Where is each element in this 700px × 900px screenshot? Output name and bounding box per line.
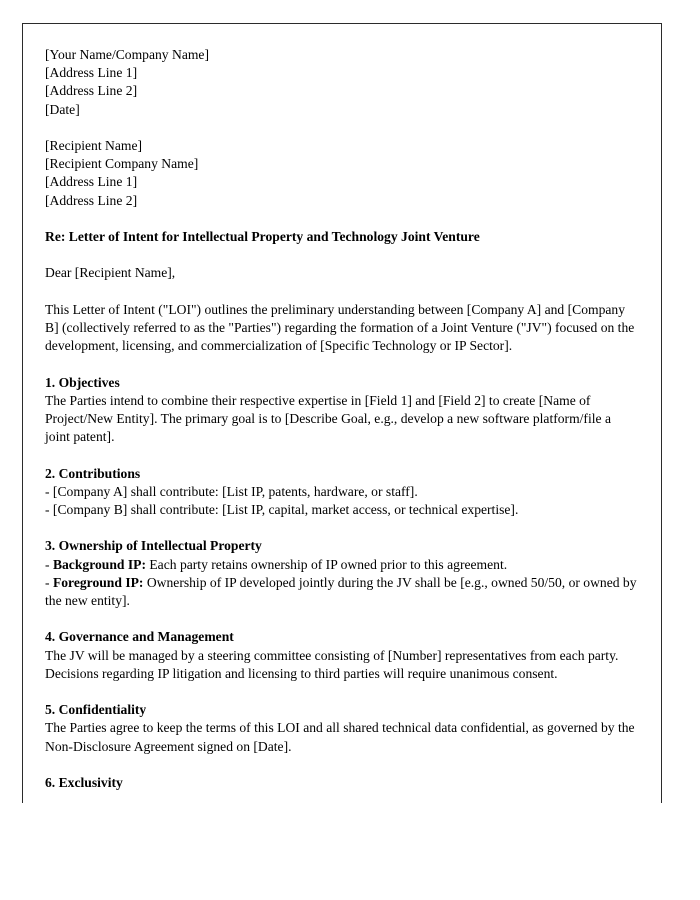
recipient-line-company: [Recipient Company Name] [45,156,199,172]
intro-paragraph: This Letter of Intent ("LOI") outlines the preliminary understanding between [Company A] and [Company B] (collectively referred to as the "Parties") regarding the formation of a Joint Venture ("JV") focused on the development, licensing, and commercialization of [Specific Technology or IP Sector]. [45,301,635,354]
spacer-before-subject [45,210,637,228]
section-1-heading: 1. Objectives [45,374,120,390]
spacer-before-section-1 [45,355,637,373]
section-1-body: The Parties intend to combine their respective expertise in [Field 1] and [Field 2] to create [Name of Project/New Entity]. The primary goal is to [Describe Goal, e.g., develop a new software platform/file a joint patent]. [45,392,611,445]
spacer-before-section-3 [45,519,637,537]
sender-address-block [45,46,637,119]
document-body [45,46,637,792]
spacer-before-salutation [45,246,637,264]
subject-line: Re: Letter of Intent for Intellectual Property and Technology Joint Venture [45,229,480,244]
section-5-body: The Parties agree to keep the terms of this LOI and all shared technical data confidential, as governed by the Non-Disclosure Agreement signed on [Date]. [45,720,635,754]
section-4-body: The JV will be managed by a steering committee consisting of [Number] representatives from each party. Decisions regarding IP litigation and licensing to third parties will require unanimous consent. [45,647,619,681]
spacer-before-section-5 [45,683,637,701]
section-3-foreground-label: Foreground IP: [52,574,144,590]
sender-line-address-1: [Address Line 1] [45,65,138,81]
section-4-heading: 4. Governance and Management [45,629,234,645]
recipient-line-address-2: [Address Line 2] [45,192,138,208]
spacer-after-sender [45,119,637,137]
spacer-before-section-2 [45,446,637,464]
recipient-address-block [45,137,637,210]
spacer-before-intro [45,283,637,301]
spacer-before-section-4 [45,610,637,628]
section-3-foreground-ip [45,574,637,610]
section-3-heading: 3. Ownership of Intellectual Property [45,538,262,554]
document-page [22,23,662,803]
section-3-foreground-text: Ownership of IP developed jointly during the JV shall be [e.g., owned 50/50, or owned by the new entity]. [45,574,637,608]
section-2-bullet-1: - [Company A] shall contribute: [List IP, patents, hardware, or staff]. [45,483,418,499]
section-2-bullet-2: - [Company B] shall contribute: [List IP, capital, market access, or technical expertise]. [45,501,519,517]
section-3-background-ip [45,556,637,574]
sender-line-address-2: [Address Line 2] [45,83,138,99]
section-3-background-text: Each party retains ownership of IP owned prior to this agreement. [145,556,508,572]
section-6-heading: 6. Exclusivity [45,774,123,790]
recipient-line-address-1: [Address Line 1] [45,174,138,190]
section-3-background-prefix: - [45,556,53,572]
sender-line-date: [Date] [45,101,80,117]
section-5-heading: 5. Confidentiality [45,702,147,718]
sender-line-name: [Your Name/Company Name] [45,47,209,62]
recipient-line-name: [Recipient Name] [45,138,143,153]
salutation: Dear [Recipient Name], [45,265,176,281]
section-2-heading: 2. Contributions [45,465,141,481]
spacer-before-section-6 [45,756,637,774]
section-3-background-label: Background IP: [52,556,146,572]
section-3-foreground-prefix: - [45,574,53,590]
